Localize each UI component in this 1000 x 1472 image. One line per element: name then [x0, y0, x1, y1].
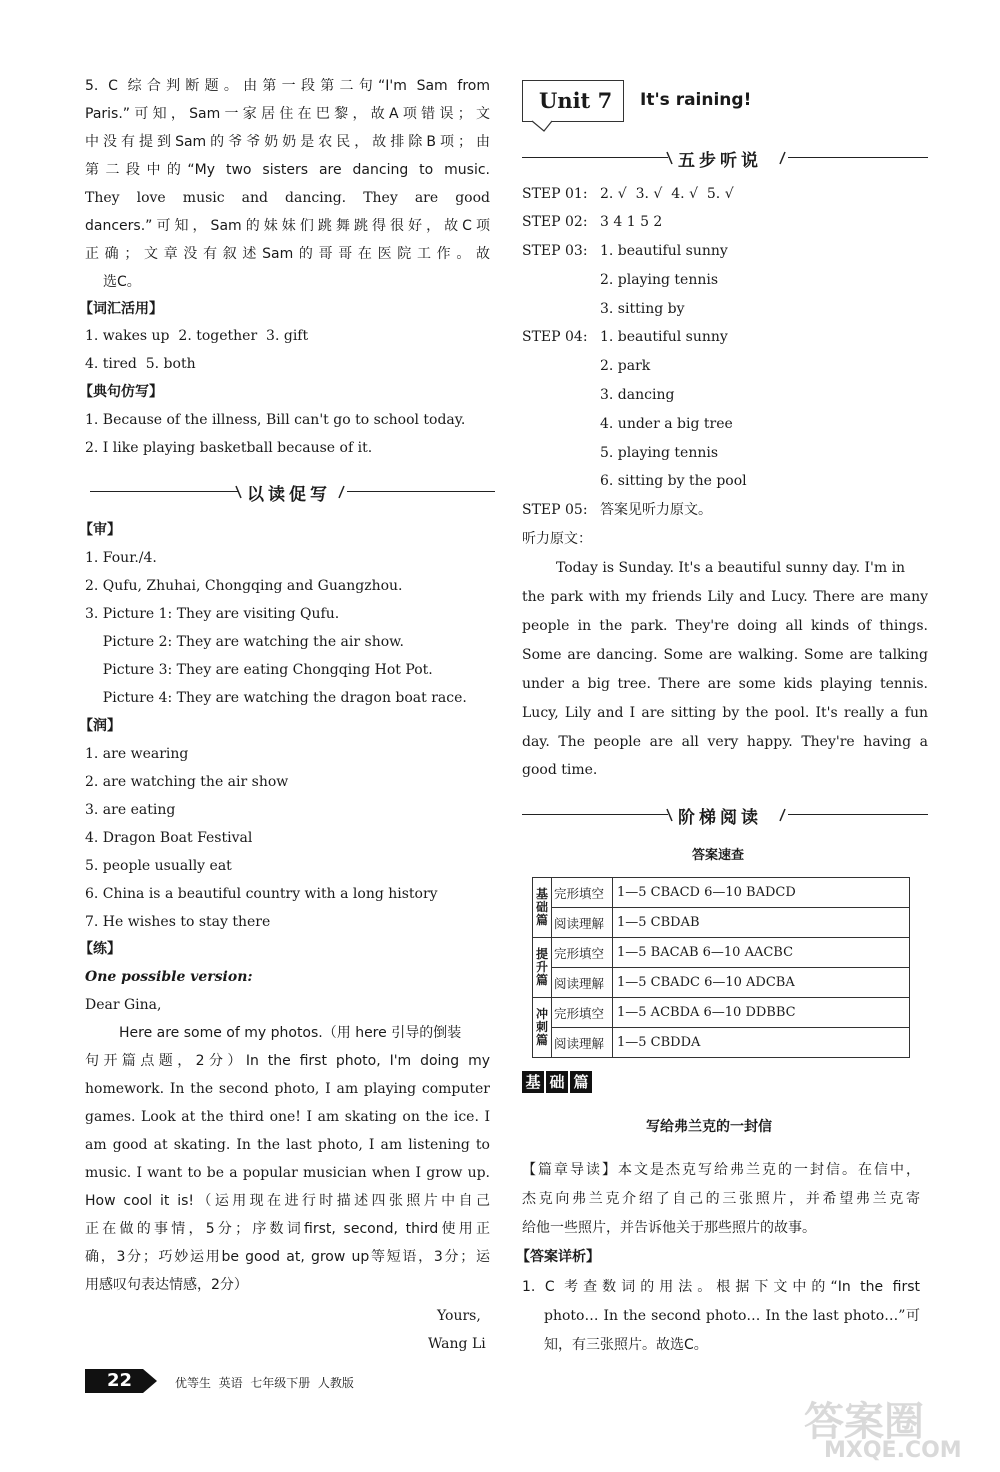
section-title: 以读促写 — [247, 485, 331, 505]
step-text: 4. under a big tree — [600, 416, 733, 432]
table-type: 阅读理解 — [552, 1028, 613, 1058]
table-group: 提升篇 — [533, 938, 552, 998]
table-type: 完形填空 — [552, 998, 613, 1028]
table-title: 答案速查 — [692, 848, 745, 863]
shen-line: Picture 3: They are eating Chongqing Hot Pot. — [85, 662, 433, 678]
q5-line: 第二段中的“My two sisters are dancing to music. — [85, 162, 490, 178]
letter-line: 句开篇点题，2分）In the first photo, I'm doing my — [85, 1053, 490, 1069]
letter-line: homework. In the second photo, I am playing computer — [85, 1081, 490, 1097]
run-line: 7. He wishes to stay there — [85, 914, 271, 930]
section-step-reading — [522, 803, 928, 827]
table-row — [533, 1028, 910, 1058]
article-title: 写给弗兰克的一封信 — [646, 1119, 772, 1135]
script-heading: 听力原文： — [522, 531, 592, 547]
shen-heading: 【审】 — [79, 522, 121, 538]
table-type: 阅读理解 — [552, 968, 613, 998]
page-number-badge — [85, 1369, 157, 1393]
q5-line: 正确；文章没有叙述Sam的哥哥在医院工作。故 — [85, 246, 490, 262]
vocab-line: 4. tired 5. both — [85, 356, 196, 372]
guide-line: 给他一些照片，并告诉他关于那些照片的故事。 — [522, 1220, 816, 1236]
table-answer: 1—5 BACAB 6—10 AACBC — [613, 938, 910, 968]
table-answer: 1—5 CBDAB — [613, 908, 910, 938]
table-row — [533, 998, 910, 1028]
run-line: 6. China is a beautiful country with a long history — [85, 886, 438, 902]
script-line: Lucy, Lily and I are sitting by the pool. It's really a fun — [522, 705, 928, 721]
step-label: STEP 04: — [522, 329, 588, 345]
table-row — [533, 938, 910, 968]
table-answer: 1—5 ACBDA 6—10 DDBBC — [613, 998, 910, 1028]
letter-greeting: Dear Gina, — [85, 997, 162, 1013]
basic-section-tag — [522, 1071, 592, 1093]
letter-line: How cool it is!（运用现在进行时描述四张照片中自己 — [85, 1193, 490, 1209]
letter-line: 确，3分；巧妙运用be good at, grow up等短语，3分；运 — [85, 1249, 490, 1265]
table-row — [533, 878, 910, 908]
letter-signature: Wang Li — [428, 1336, 486, 1352]
shen-line: 2. Qufu, Zhuhai, Chongqing and Guangzhou. — [85, 578, 403, 594]
version-label: One possible version: — [85, 969, 253, 985]
run-line: 4. Dragon Boat Festival — [85, 830, 253, 846]
script-line: day. The people are all very happy. They're having a — [522, 734, 928, 750]
answer-table — [532, 877, 910, 1058]
shen-line: Picture 4: They are watching the dragon boat race. — [85, 690, 467, 706]
step-text: 2. √ 3. √ 4. √ 5. √ — [600, 186, 734, 202]
tag-char: 础 — [546, 1071, 568, 1093]
q5-line: 选C。 — [103, 274, 141, 290]
shen-line: Picture 2: They are watching the air show. — [85, 634, 404, 650]
sentence-line: 1. Because of the illness, Bill can't go to school today. — [85, 412, 466, 428]
detail-heading: 【答案详析】 — [516, 1249, 600, 1265]
table-type: 阅读理解 — [552, 908, 613, 938]
table-answer: 1—5 CBACD 6—10 BADCD — [613, 878, 910, 908]
run-line: 3. are eating — [85, 802, 176, 818]
step-label: STEP 05: — [522, 502, 588, 518]
script-line: the park with my friends Lily and Lucy. There are many — [522, 589, 928, 605]
run-line: 1. are wearing — [85, 746, 189, 762]
table-type: 完形填空 — [552, 878, 613, 908]
section-listen-speak — [522, 146, 928, 170]
tag-char: 篇 — [570, 1071, 592, 1093]
lian-heading: 【练】 — [79, 941, 121, 957]
vocab-heading: 【词汇活用】 — [79, 301, 163, 317]
run-line: 2. are watching the air show — [85, 774, 289, 790]
unit-label: Unit 7 — [539, 88, 613, 113]
step-label: STEP 02: — [522, 214, 588, 230]
table-row — [533, 968, 910, 998]
sentence-line: 2. I like playing basketball because of it. — [85, 440, 373, 456]
table-row — [533, 908, 910, 938]
sentence-heading: 【典句仿写】 — [79, 384, 163, 400]
step-label: STEP 01: — [522, 186, 588, 202]
shen-line: 3. Picture 1: They are visiting Qufu. — [85, 606, 340, 622]
q5-line: They love music and dancing. They are good — [85, 190, 490, 206]
step-text: 1. beautiful sunny — [600, 243, 728, 259]
script-line: under a big tree. There are some kids playing tennis. — [522, 676, 928, 692]
step-text: 3. sitting by — [600, 301, 685, 317]
table-group: 基础篇 — [533, 878, 552, 938]
watermark-bottom: MXQE.COM — [824, 1438, 962, 1463]
section1-title: 五步听说 — [678, 151, 762, 171]
tag-char: 基 — [522, 1071, 544, 1093]
table-answer: 1—5 CBADC 6—10 ADCBA — [613, 968, 910, 998]
script-line: Some are dancing. Some are walking. Some are talking — [522, 647, 928, 663]
table-group: 冲刺篇 — [533, 998, 552, 1058]
step-text: 1. beautiful sunny — [600, 329, 728, 345]
book-info: 优等生 英语 七年级下册 人教版 — [175, 1376, 354, 1390]
q5-line: Paris.”可知，Sam一家居住在巴黎，故A项错误；文 — [85, 106, 490, 122]
q5-line: 中没有提到Sam的爷爷奶奶是农民，故排除B项；由 — [85, 134, 490, 150]
script-line: Today is Sunday. It's a beautiful sunny day. I'm in — [556, 560, 906, 576]
step-text: 2. playing tennis — [600, 272, 719, 288]
step-text: 3 4 1 5 2 — [600, 214, 663, 230]
vocab-line: 1. wakes up 2. together 3. gift — [85, 328, 309, 344]
letter-line: am good at skating. In the last photo, I am listening to — [85, 1137, 490, 1153]
run-line: 5. people usually eat — [85, 858, 232, 874]
letter-line: 用感叹句表达情感，2分） — [85, 1277, 248, 1293]
table-type: 完形填空 — [552, 938, 613, 968]
letter-line: Here are some of my photos.（用 here 引导的倒装 — [119, 1025, 462, 1041]
detail-line: 知，有三张照片。故选C。 — [544, 1337, 708, 1353]
step-label: STEP 03: — [522, 243, 588, 259]
guide-line: 杰克向弗兰克介绍了自己的三张照片，并希望弗兰克寄 — [522, 1191, 920, 1207]
script-line: people in the park. They're doing all kinds of things. — [522, 618, 928, 634]
section-read-write — [85, 480, 495, 504]
letter-closing: Yours, — [437, 1308, 481, 1324]
page-number: 22 — [107, 1370, 133, 1391]
guide-line: 【篇章导读】本文是杰克写给弗兰克的一封信。在信中， — [522, 1162, 920, 1178]
section2-title: 阶梯阅读 — [678, 808, 762, 828]
watermark — [734, 1390, 984, 1468]
step-text: 答案见听力原文。 — [600, 502, 712, 518]
unit-title: It's raining! — [640, 90, 752, 110]
shen-line: 1. Four./4. — [85, 550, 157, 566]
q5-line: dancers.”可知，Sam的妹妹们跳舞跳得很好，故C项 — [85, 218, 490, 234]
detail-line: 1. C 考查数词的用法。根据下文中的“In the first — [522, 1279, 920, 1295]
unit-label-box — [522, 80, 624, 122]
letter-line: games. Look at the third one! I am skating on the ice. I — [85, 1109, 490, 1125]
run-heading: 【润】 — [79, 718, 121, 734]
script-line: good time. — [522, 762, 598, 778]
detail-line: photo… In the second photo… In the last photo…”可 — [544, 1308, 920, 1324]
table-answer: 1—5 CBDDA — [613, 1028, 910, 1058]
step-text: 6. sitting by the pool — [600, 473, 747, 489]
step-text: 2. park — [600, 358, 651, 374]
letter-line: music. I want to be a popular musician when I grow up. — [85, 1165, 490, 1181]
step-text: 5. playing tennis — [600, 445, 719, 461]
q5-line: 5. C 综合判断题。由第一段第二句“I'm Sam from — [85, 78, 490, 94]
step-text: 3. dancing — [600, 387, 675, 403]
watermark-top: 答案圈 — [804, 1399, 924, 1445]
unit-box-tail-icon — [530, 120, 570, 134]
letter-line: 正在做的事情，5分；序数词first, second, third使用正 — [85, 1221, 490, 1237]
